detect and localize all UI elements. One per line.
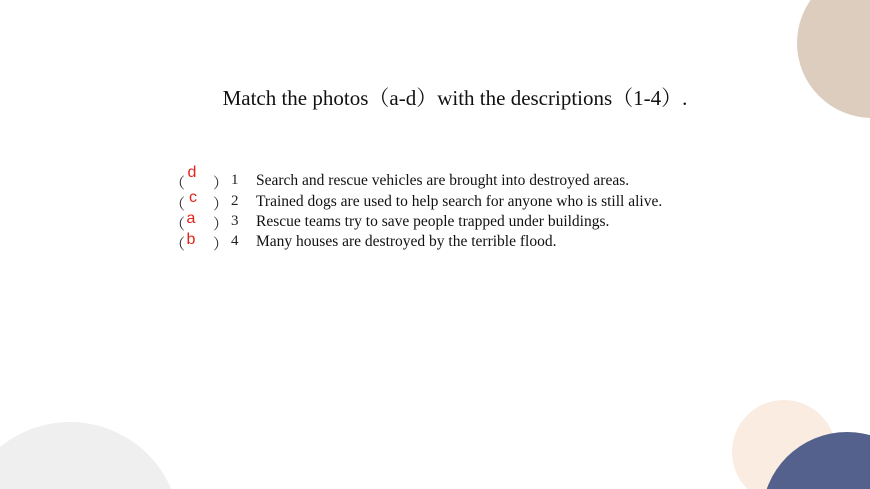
item-number: 4 [231,233,239,249]
open-paren: （ [170,217,186,233]
item-number: 2 [231,193,239,209]
match-row [0,164,870,192]
item-description: Search and rescue vehicles are brought into destroyed areas. [256,172,630,189]
slide-title: Match the photos（a-d）with the descriptions（1-4）. [222,86,688,110]
open-paren: （ [170,237,186,253]
answer-letter: a [186,210,196,227]
item-number: 1 [231,172,239,188]
close-paren: ） [213,237,229,253]
answer-letter: d [187,164,197,181]
match-row [0,189,870,213]
item-description: Trained dogs are used to help search for anyone who is still alive. [256,193,663,210]
close-paren: ） [213,197,229,213]
close-paren: ） [213,217,229,233]
close-paren: ） [213,176,229,192]
answer-letter: b [186,231,196,248]
open-paren: （ [170,176,186,192]
open-paren: （ [170,197,186,213]
answer-letter: c [189,189,197,206]
item-description: Rescue teams try to save people trapped under buildings. [256,213,610,230]
decorative-circle-bottom-left [0,422,180,489]
match-row [0,212,870,232]
item-number: 3 [231,213,239,229]
item-description: Many houses are destroyed by the terrible flood. [256,233,557,250]
match-row [0,232,870,252]
